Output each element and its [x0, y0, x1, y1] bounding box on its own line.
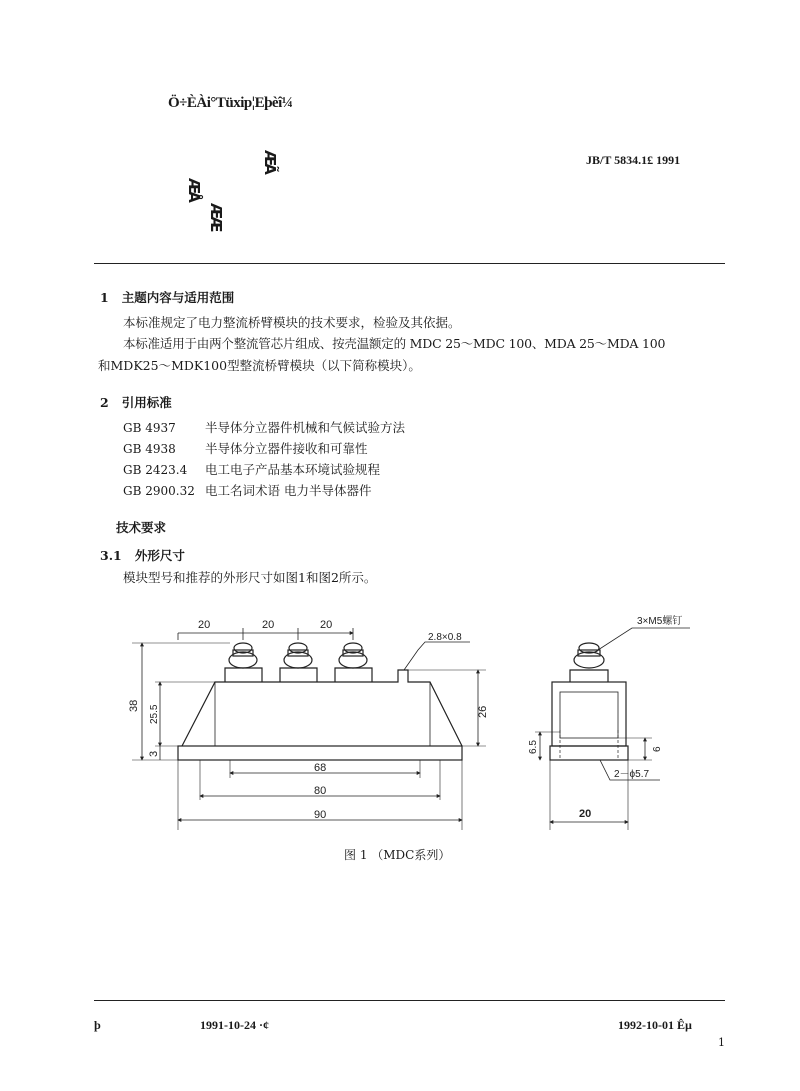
footer-left-glyph: þ [94, 1018, 101, 1032]
figure-1-caption: 图 1 （MDC系列） [344, 848, 451, 862]
dim-height-right: 26 [477, 705, 489, 718]
dim-top-3: 20 [320, 619, 333, 631]
front-body [182, 670, 462, 746]
section-1-paragraph-2: 本标准适用于由两个整流管芯片组成、按壳温额定的 MDC 25～MDC 100、MDA 25～MDA 100 [123, 336, 666, 351]
section-3-1-heading [100, 546, 185, 564]
dim-height-total: 38 [128, 699, 140, 712]
dim-width-mid: 80 [314, 785, 327, 797]
dim-width-inner: 68 [314, 762, 327, 774]
publish-date: 1991-10-24 ·¢ [200, 1018, 269, 1032]
section-2-heading [100, 393, 172, 411]
header-rule [94, 263, 725, 264]
section-1-heading [100, 288, 234, 306]
reference-list [123, 418, 405, 502]
dim-top-1: 20 [198, 619, 211, 631]
section-1-paragraph-3: 和MDK25～MDK100型整流桥臂模块（以下简称模块）。 [98, 358, 421, 373]
reference-code: GB 2900.32 [123, 484, 195, 498]
section-3-title: 技术要求 [116, 520, 167, 535]
front-terminal [280, 643, 317, 682]
reference-row [123, 460, 405, 481]
implement-date: 1992-10-01 Êµ [618, 1018, 692, 1032]
reference-row [123, 481, 405, 502]
dim-top-2: 20 [262, 619, 275, 631]
dim-height-base: 3 [148, 750, 160, 757]
reference-code: GB 2423.4 [123, 463, 188, 477]
reference-title: 半导体分立器件机械和气候试验方法 [205, 420, 406, 435]
document-header-title: Ö÷ÈÀi°Tüxip¦Eþèî¼ [168, 95, 293, 111]
side-body [552, 682, 626, 746]
dim-tab: 2.8×0.8 [428, 632, 462, 643]
page-number: 1 [718, 1036, 725, 1049]
header-glyph-2: ÆÅ [185, 178, 203, 200]
front-view [132, 628, 486, 830]
section-2-number: 2 [100, 395, 109, 410]
reference-row [123, 439, 405, 460]
section-1-paragraph-1: 本标准规定了电力整流桥臂模块的技术要求，检验及其依据。 [123, 315, 461, 330]
dim-width-total: 90 [314, 809, 327, 821]
section-1-title: 主题内容与适用范围 [121, 290, 235, 305]
dim-side-width: 20 [579, 808, 592, 820]
dim-height-body: 25.5 [149, 704, 160, 724]
reference-title: 电工电子产品基本环境试验规程 [205, 462, 381, 477]
front-terminal [225, 643, 262, 682]
side-view [535, 628, 690, 830]
reference-code: GB 4937 [123, 421, 176, 435]
reference-code: GB 4938 [123, 442, 176, 456]
dim-screw-label: 3×M5螺钉 [637, 616, 683, 627]
front-base-plate [178, 746, 462, 760]
header-glyph-1: ÆÃ [261, 150, 279, 172]
standard-number: JB/T 5834.1£ 1991 [586, 153, 681, 167]
dim-side-right: 6 [652, 746, 663, 752]
section-3-1-title: 外形尺寸 [134, 548, 185, 563]
section-3-1-number: 3.1 [100, 548, 122, 563]
side-base-plate [550, 746, 628, 760]
reference-row [123, 418, 405, 439]
dim-hole: 2－ϕ5.7 [614, 769, 650, 780]
section-2-title: 引用标准 [121, 395, 172, 410]
section-1-number: 1 [100, 290, 109, 305]
reference-title: 半导体分立器件接收和可靠性 [205, 441, 368, 456]
header-glyph-3: ÆÆ [207, 203, 225, 230]
section-3-1-paragraph: 模块型号和推荐的外形尺寸如图1和图2所示。 [123, 570, 377, 585]
reference-title: 电工名词术语 电力半导体器件 [205, 483, 372, 498]
footer-rule [94, 1000, 725, 1001]
figure-1-drawing [0, 600, 800, 840]
front-terminal [335, 643, 372, 682]
dim-side-left: 6.5 [528, 740, 539, 754]
